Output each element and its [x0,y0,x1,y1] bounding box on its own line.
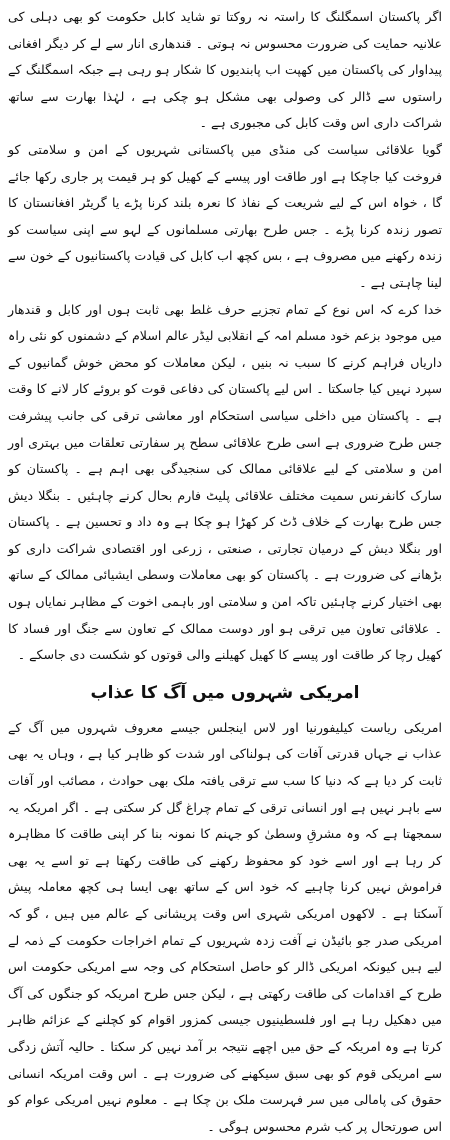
paragraph-regional-politics: گویا علاقائی سیاست کی منڈی میں پاکستانی شہریوں کے امن و سلامتی کو فروخت کیا جاچکا ہے اور طاقت اور پیسے کے کھیل کو ہر قیمت پر جاری رکھا جائے گا ، خواہ اس کے لیے شریعت کے نفاذ کا نعرہ بلند کرنا پڑے یا گریٹر افغانستان کا تصور زندہ کرنا پڑے ۔ جس طرح بھارتی مسلمانوں کے لہو سے اپنی سیاست کو زندہ رکھنے میں مصروف ہے ، بس کچھ اب کابل کی قیادت پاکستانیوں کے خون سے لینا چاہتی ہے ۔ [8,141,442,290]
section-heading: امریکی شہروں میں آگ کا عذاب [90,682,360,703]
paragraph-us-fires: امریکی ریاست کیلیفورنیا اور لاس اینجلس جیسے معروف شہروں میں آگ کے عذاب نے جہاں قدرتی آفات کی ہولناکی اور شدت کو ظاہر کیا ہے ، وہاں یہ بھی ثابت کر دیا ہے کہ دنیا کا سب سے ترقی یافتہ ملک بھی حوادث ، مصائب اور آفات سے باہر نہیں ہے اور انسانی ترقی کے تمام چراغ گل کر سکتی ہے ۔ اگر امریکہ یہ سمجھتا ہے کہ وہ مشرقِ وسطیٰ کو جہنم کا نمونہ بنا کر اپنی طاقت کا مظاہرہ کر رہا ہے اور اسے خود کو محفوظ رکھنے کی طاقت رکھتا ہے تو اسے یہ بھی فراموش نہیں کرنا چاہیے کہ خود اس کے ساتھ بھی ایسا ہی کچھ معاملہ پیش آسکتا ہے ۔ لاکھوں امریکی شہری اس وقت پریشانی کے عالم میں ہیں ، گو کہ امریکی صدر جو بائیڈن نے آفت زدہ شہریوں کے تمام اخراجات حکومت کے ذمہ لے لیے ہیں کیونکہ امریکی ڈالر کو حاصل استحکام کی وجہ سے امریکی حکومت اس طرح کے اقدامات کی طاقت رکھتی ہے ، لیکن جس طرح امریکہ کو جنگوں کی آگ میں دھکیل رہا ہے اور فلسطینیوں جیسی کمزور اقوام کو کچلنے کے عزائم ظاہر کرتا ہے وہ امریکہ کے حق میں اچھے نتیجہ بر آمد نہیں کر سکتا ۔ حالیہ آتش زدگی سے امریکی قوم کو بھی سبق سیکھنے کی ضرورت ہے ۔ اس وقت امریکہ انسانی حقوق کی پامالی میں سر فہرست ملک بن چکا ہے ۔ معلوم نہیں امریکی عوام کو اس صورتحال پر کب شرم محسوس ہوگی ۔ [8,719,442,1134]
paragraph-regional-cooperation: خدا کرے کہ اس نوع کے تمام تجزیے حرف غلط بھی ثابت ہوں اور کابل و قندھار میں موجود بزعم خود مسلم امہ کے انقلابی لیڈر عالم اسلام کے دشمنوں کو نئی راہ داریاں فراہم کرنے کا سبب نہ بنیں ، لیکن معاملات کو محض خوش گمانیوں کے سپرد نہیں کیا جاسکتا ۔ اس لیے پاکستان کی دفاعی قوت کو بروئے کار لانے کا وقت ہے ۔ پاکستان میں داخلی سیاسی استحکام اور معاشی ترقی کی جانب پیشرفت جس طرح ضروری ہے اسی طرح علاقائی سطح پر سفارتی تعلقات میں بہتری اور امن و سلامتی کے لیے علاقائی ممالک کی سنجیدگی بھی اہم ہے ۔ پاکستان کو سارک کانفرنس سمیت مختلف علاقائی پلیٹ فارم بحال کرنے چاہئیں ۔ بنگلا دیش جس طرح بھارت کے خلاف ڈٹ کر کھڑا ہو چکا ہے وہ داد و تحسین ہے ۔ پاکستان اور بنگلا دیش کے درمیان تجارتی ، صنعتی ، زرعی اور اقتصادی شراکت داری کو بڑھانے کی ضرورت ہے ۔ پاکستان کو بھی معاملات وسطی ایشیائی ممالک کے ساتھ بھی اختیار کرنے چاہئیں تاکہ امن و سلامتی اور باہمی اخوت کے مظاہر نمایاں ہوں ۔ علاقائی تعاون میں ترقی ہو اور دوست ممالک کے تعاون سے جنگ اور فساد کا کھیل رچا کر طاقت اور پیسے کا کھیل کھیلنے والی قوتوں کو شکست دی جاسکے ۔ [8,301,442,663]
paragraph-afghan-smuggling: اگر پاکستان اسمگلنگ کا راستہ نہ روکتا تو شاید کابل حکومت کو بھی دہلی کی علانیہ حمایت کی ضرورت محسوس نہ ہوتی ۔ قندھاری انار سے لے کر دیگر افغانی پیداوار کی پاکستان میں کھپت اب پابندیوں کا شکار ہو رہی ہے جبکہ اسمگلنگ کے راستوں سے ڈالر کی وصولی بھی مشکل ہو چکی ہے ، لہٰذا بھارت سے ساتھ شراکت داری اس وقت کابل کی مجبوری ہے ۔ [8,9,442,131]
